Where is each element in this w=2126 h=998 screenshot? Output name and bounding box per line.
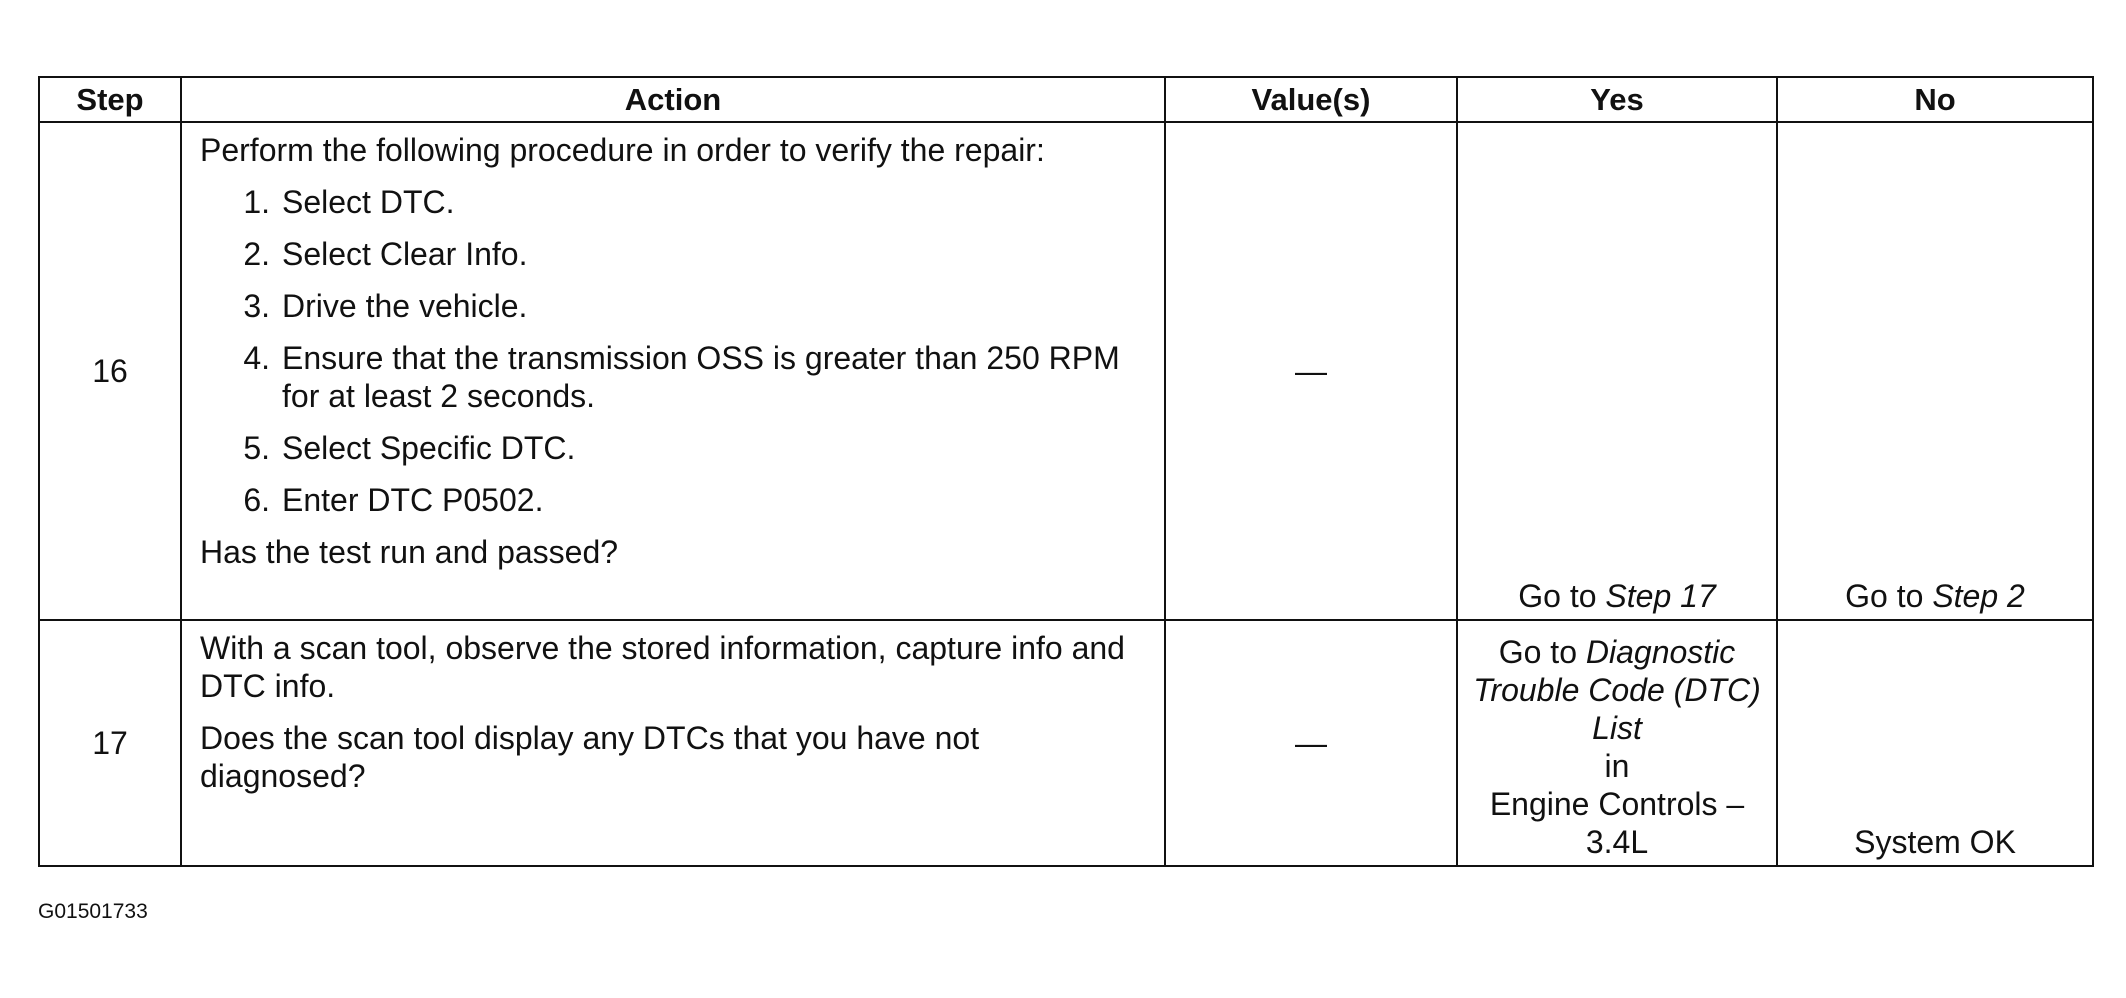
diagnostic-table <box>38 76 2094 867</box>
value-cell <box>1165 122 1457 620</box>
list-item-text: Enter DTC P0502. <box>282 482 544 518</box>
list-item-number: 3. <box>243 288 270 324</box>
list-item-number: 4. <box>243 340 270 376</box>
yes-cell <box>1457 620 1777 866</box>
header-yes: Yes <box>1457 77 1777 122</box>
no-prefix: Go to <box>1845 578 1933 614</box>
yes-prefix: Go to <box>1498 634 1586 670</box>
action-instruction: With a scan tool, observe the stored information, capture info and DTC info. <box>200 630 1125 704</box>
list-item <box>200 287 1148 325</box>
list-item-text: Ensure that the transmission OSS is greater than 250 RPM for at least 2 seconds. <box>282 340 1120 414</box>
no-result: System OK <box>1854 824 2016 860</box>
header-row <box>39 77 2093 122</box>
list-item-number: 6. <box>243 482 270 518</box>
step-number: 16 <box>39 122 181 620</box>
value-dash: — <box>1295 353 1327 389</box>
yes-section: Engine Controls – 3.4L <box>1489 786 1745 860</box>
yes-prefix: Go to <box>1518 578 1606 614</box>
list-item <box>200 339 1148 415</box>
no-cell <box>1777 122 2093 620</box>
list-item <box>200 183 1148 221</box>
list-item-text: Select Clear Info. <box>282 236 528 272</box>
no-cell <box>1777 620 2093 866</box>
list-item <box>200 481 1148 519</box>
value-cell <box>1165 620 1457 866</box>
list-item-text: Drive the vehicle. <box>282 288 528 324</box>
action-intro: Perform the following procedure in order to verify the repair: <box>200 132 1045 168</box>
list-item <box>200 235 1148 273</box>
action-cell <box>181 122 1165 620</box>
action-question: Has the test run and passed? <box>200 534 619 570</box>
header-action: Action <box>181 77 1165 122</box>
yes-cell <box>1457 122 1777 620</box>
list-item-text: Select DTC. <box>282 184 455 220</box>
yes-mid: in <box>1604 748 1630 784</box>
header-no: No <box>1777 77 2093 122</box>
header-step: Step <box>39 77 181 122</box>
figure-id: G01501733 <box>38 900 148 923</box>
header-values: Value(s) <box>1165 77 1457 122</box>
list-item-text: Select Specific DTC. <box>282 430 576 466</box>
yes-dtc-list-link[interactable]: Diagnostic Trouble Code (DTC) List <box>1473 634 1761 746</box>
table-row-step-17 <box>39 620 2093 866</box>
value-dash: — <box>1295 725 1327 761</box>
no-step-link[interactable]: Step 2 <box>1932 578 2025 614</box>
action-question: Does the scan tool display any DTCs that you have not diagnosed? <box>200 720 980 794</box>
table-row-step-16 <box>39 122 2093 620</box>
action-cell <box>181 620 1165 866</box>
procedure-list <box>200 183 1148 519</box>
list-item-number: 1. <box>243 184 270 220</box>
list-item-number: 5. <box>243 430 270 466</box>
step-number: 17 <box>39 620 181 866</box>
list-item-number: 2. <box>243 236 270 272</box>
list-item <box>200 429 1148 467</box>
yes-step-link[interactable]: Step 17 <box>1605 578 1716 614</box>
